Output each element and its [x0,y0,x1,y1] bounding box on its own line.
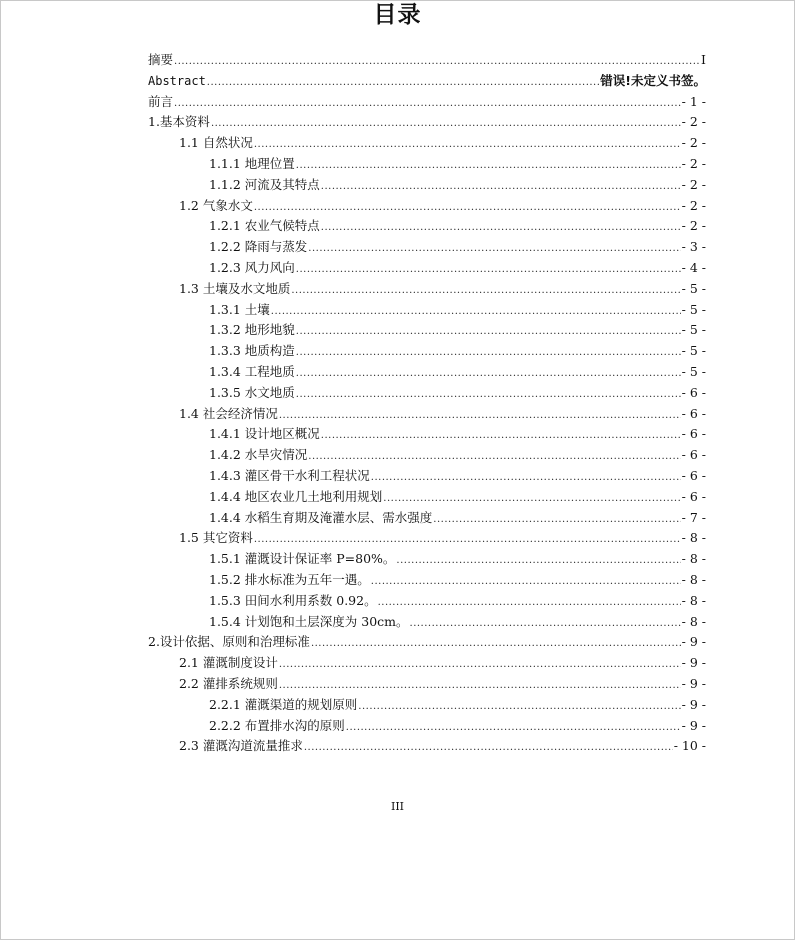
toc-entry[interactable] [148,71,706,92]
toc-entry-page: - 6 - [681,426,706,442]
toc-entry[interactable] [148,487,706,508]
toc-entry-label: 1.3.1 土壤 [209,301,270,317]
toc-entry[interactable] [148,154,706,175]
toc-entry-page: - 2 - [681,114,706,130]
toc-entry-page: - 3 - [681,239,706,255]
toc-entry-page: - 6 - [681,405,706,421]
toc-dot-leader [346,718,681,739]
toc-dot-leader [291,281,680,302]
toc-entry-page: - 4 - [681,259,706,275]
toc-entry-label: 1.3.4 工程地质 [209,363,295,379]
toc-entry[interactable] [148,112,706,133]
toc-entry[interactable] [148,404,706,425]
toc-entry-label: 1.基本资料 [148,114,210,130]
toc-entry[interactable] [148,424,706,445]
table-of-contents [148,50,706,757]
toc-entry-label: 1.4.3 灌区骨干水利工程状况 [209,467,370,483]
toc-entry-label: 1.1.1 地理位置 [209,155,295,171]
toc-dot-leader [279,655,681,676]
toc-entry-label: 1.2 气象水文 [179,197,253,213]
toc-entry-label: 2.1 灌溉制度设计 [179,655,278,671]
toc-entry[interactable] [148,632,706,653]
toc-entry-page: - 9 - [681,696,706,712]
toc-entry[interactable] [148,300,706,321]
toc-entry-page: - 2 - [681,176,706,192]
toc-entry[interactable] [148,175,706,196]
toc-entry-page: - 6 - [681,467,706,483]
toc-dot-leader [308,239,680,260]
toc-entry-page: - 2 - [681,155,706,171]
toc-dot-leader [254,530,681,551]
toc-entry-label: 2.设计依据、原则和治理标准 [148,634,310,650]
toc-entry-label: 1.5.3 田间水利用系数 0.92。 [209,592,377,608]
toc-dot-leader [174,52,700,73]
toc-entry-label: Abstract [148,73,206,88]
toc-entry[interactable] [148,591,706,612]
toc-entry-page: 错误!未定义书签。 [600,72,706,88]
toc-entry[interactable] [148,341,706,362]
toc-entry-label: 2.2.1 灌溉渠道的规划原则 [209,696,358,712]
toc-entry[interactable] [148,570,706,591]
toc-entry[interactable] [148,549,706,570]
toc-entry-label: 1.5.1 灌溉设计保证率 P=80%。 [209,551,396,567]
toc-dot-leader [321,177,681,198]
toc-entry-label: 1.1 自然状况 [179,135,253,151]
toc-entry-page: - 8 - [681,571,706,587]
toc-entry-label: 前言 [148,93,174,109]
toc-entry[interactable] [148,320,706,341]
toc-entry-label: 1.4.1 设计地区概况 [209,426,320,442]
toc-dot-leader [211,114,681,135]
toc-dot-leader [371,468,681,489]
toc-entry[interactable] [148,716,706,737]
toc-entry-label: 1.5.4 计划饱和土层深度为 30cm。 [209,613,409,629]
toc-dot-leader [207,73,600,94]
toc-entry-page: - 9 - [681,655,706,671]
toc-entry-label: 2.3 灌溉沟道流量推求 [179,738,303,754]
toc-entry-label: 1.3.2 地形地貌 [209,322,295,338]
toc-entry[interactable] [148,445,706,466]
toc-entry[interactable] [148,528,706,549]
toc-entry-page: - 9 - [681,717,706,733]
toc-entry-label: 1.2.3 风力风向 [209,259,295,275]
toc-entry-page: - 8 - [681,592,706,608]
toc-dot-leader [254,198,681,219]
toc-entry[interactable] [148,362,706,383]
toc-entry-label: 1.5.2 排水标准为五年一遇。 [209,571,370,587]
toc-dot-leader [321,218,681,239]
toc-entry-page: - 10 - [673,738,706,754]
toc-entry-label: 1.4 社会经济情况 [179,405,278,421]
toc-entry[interactable] [148,92,706,113]
toc-entry-label: 1.4.4 水稻生育期及淹灌水层、需水强度 [209,509,433,525]
toc-entry[interactable] [148,466,706,487]
toc-entry-page: - 8 - [681,613,706,629]
toc-dot-leader [433,510,680,531]
toc-entry-page: - 9 - [681,675,706,691]
toc-entry-label: 1.3.5 水文地质 [209,384,295,400]
toc-entry-page: - 8 - [681,551,706,567]
toc-dot-leader [174,94,681,115]
toc-entry[interactable] [148,216,706,237]
toc-entry-page: - 6 - [681,447,706,463]
toc-entry-page: - 5 - [681,322,706,338]
toc-dot-leader [296,260,681,281]
toc-dot-leader [371,572,681,593]
toc-entry[interactable] [148,695,706,716]
toc-entry-label: 1.3 土壤及水文地质 [179,280,291,296]
toc-entry-page: - 5 - [681,301,706,317]
toc-dot-leader [378,593,681,614]
toc-entry[interactable] [148,279,706,300]
toc-dot-leader [296,385,681,406]
toc-dot-leader [296,364,681,385]
toc-dot-leader [254,135,681,156]
toc-dot-leader [296,322,681,343]
toc-entry-page: - 1 - [681,93,706,109]
toc-entry-page: - 5 - [681,343,706,359]
toc-entry[interactable] [148,237,706,258]
toc-entry-page: - 7 - [681,509,706,525]
toc-dot-leader [383,489,680,510]
toc-entry-label: 1.4.4 地区农业几土地利用规划 [209,488,383,504]
toc-dot-leader [296,343,681,364]
toc-entry-page: - 5 - [681,280,706,296]
toc-entry[interactable] [148,612,706,633]
toc-entry-label: 1.3.3 地质构造 [209,343,295,359]
footer-page-number: III [390,800,405,813]
toc-entry[interactable] [148,258,706,279]
toc-entry-label: 2.2 灌排系统规则 [179,675,278,691]
toc-entry[interactable] [148,133,706,154]
toc-entry-label: 1.5 其它资料 [179,530,253,546]
toc-entry[interactable] [148,50,706,71]
toc-entry-page: - 2 - [681,218,706,234]
toc-dot-leader [321,426,681,447]
toc-dot-leader [271,302,681,323]
toc-dot-leader [396,551,680,572]
page-title: 目录 [373,2,422,28]
toc-entry[interactable] [148,508,706,529]
toc-entry[interactable] [148,196,706,217]
toc-entry-page: - 2 - [681,197,706,213]
toc-entry-page: - 5 - [681,363,706,379]
toc-entry[interactable] [148,383,706,404]
toc-dot-leader [304,738,673,759]
toc-entry[interactable] [148,653,706,674]
toc-dot-leader [279,406,681,427]
toc-entry-page: - 9 - [681,634,706,650]
toc-entry-label: 1.4.2 水旱灾情况 [209,447,308,463]
toc-entry-label: 摘要 [148,52,174,67]
toc-entry-label: 1.1.2 河流及其特点 [209,176,320,192]
toc-entry-page: I [701,52,706,67]
toc-dot-leader [279,676,681,697]
toc-entry[interactable] [148,674,706,695]
toc-entry-label: 1.2.2 降雨与蒸发 [209,239,308,255]
toc-dot-leader [358,697,680,718]
toc-entry-label: 2.2.2 布置排水沟的原则 [209,717,345,733]
toc-entry-page: - 2 - [681,135,706,151]
toc-dot-leader [296,156,681,177]
toc-dot-leader [311,634,681,655]
toc-entry-label: 1.2.1 农业气候特点 [209,218,320,234]
toc-entry-page: - 6 - [681,488,706,504]
toc-entry-page: - 6 - [681,384,706,400]
toc-dot-leader [410,614,681,635]
toc-dot-leader [308,447,680,468]
toc-entry[interactable] [148,736,706,757]
toc-entry-page: - 8 - [681,530,706,546]
